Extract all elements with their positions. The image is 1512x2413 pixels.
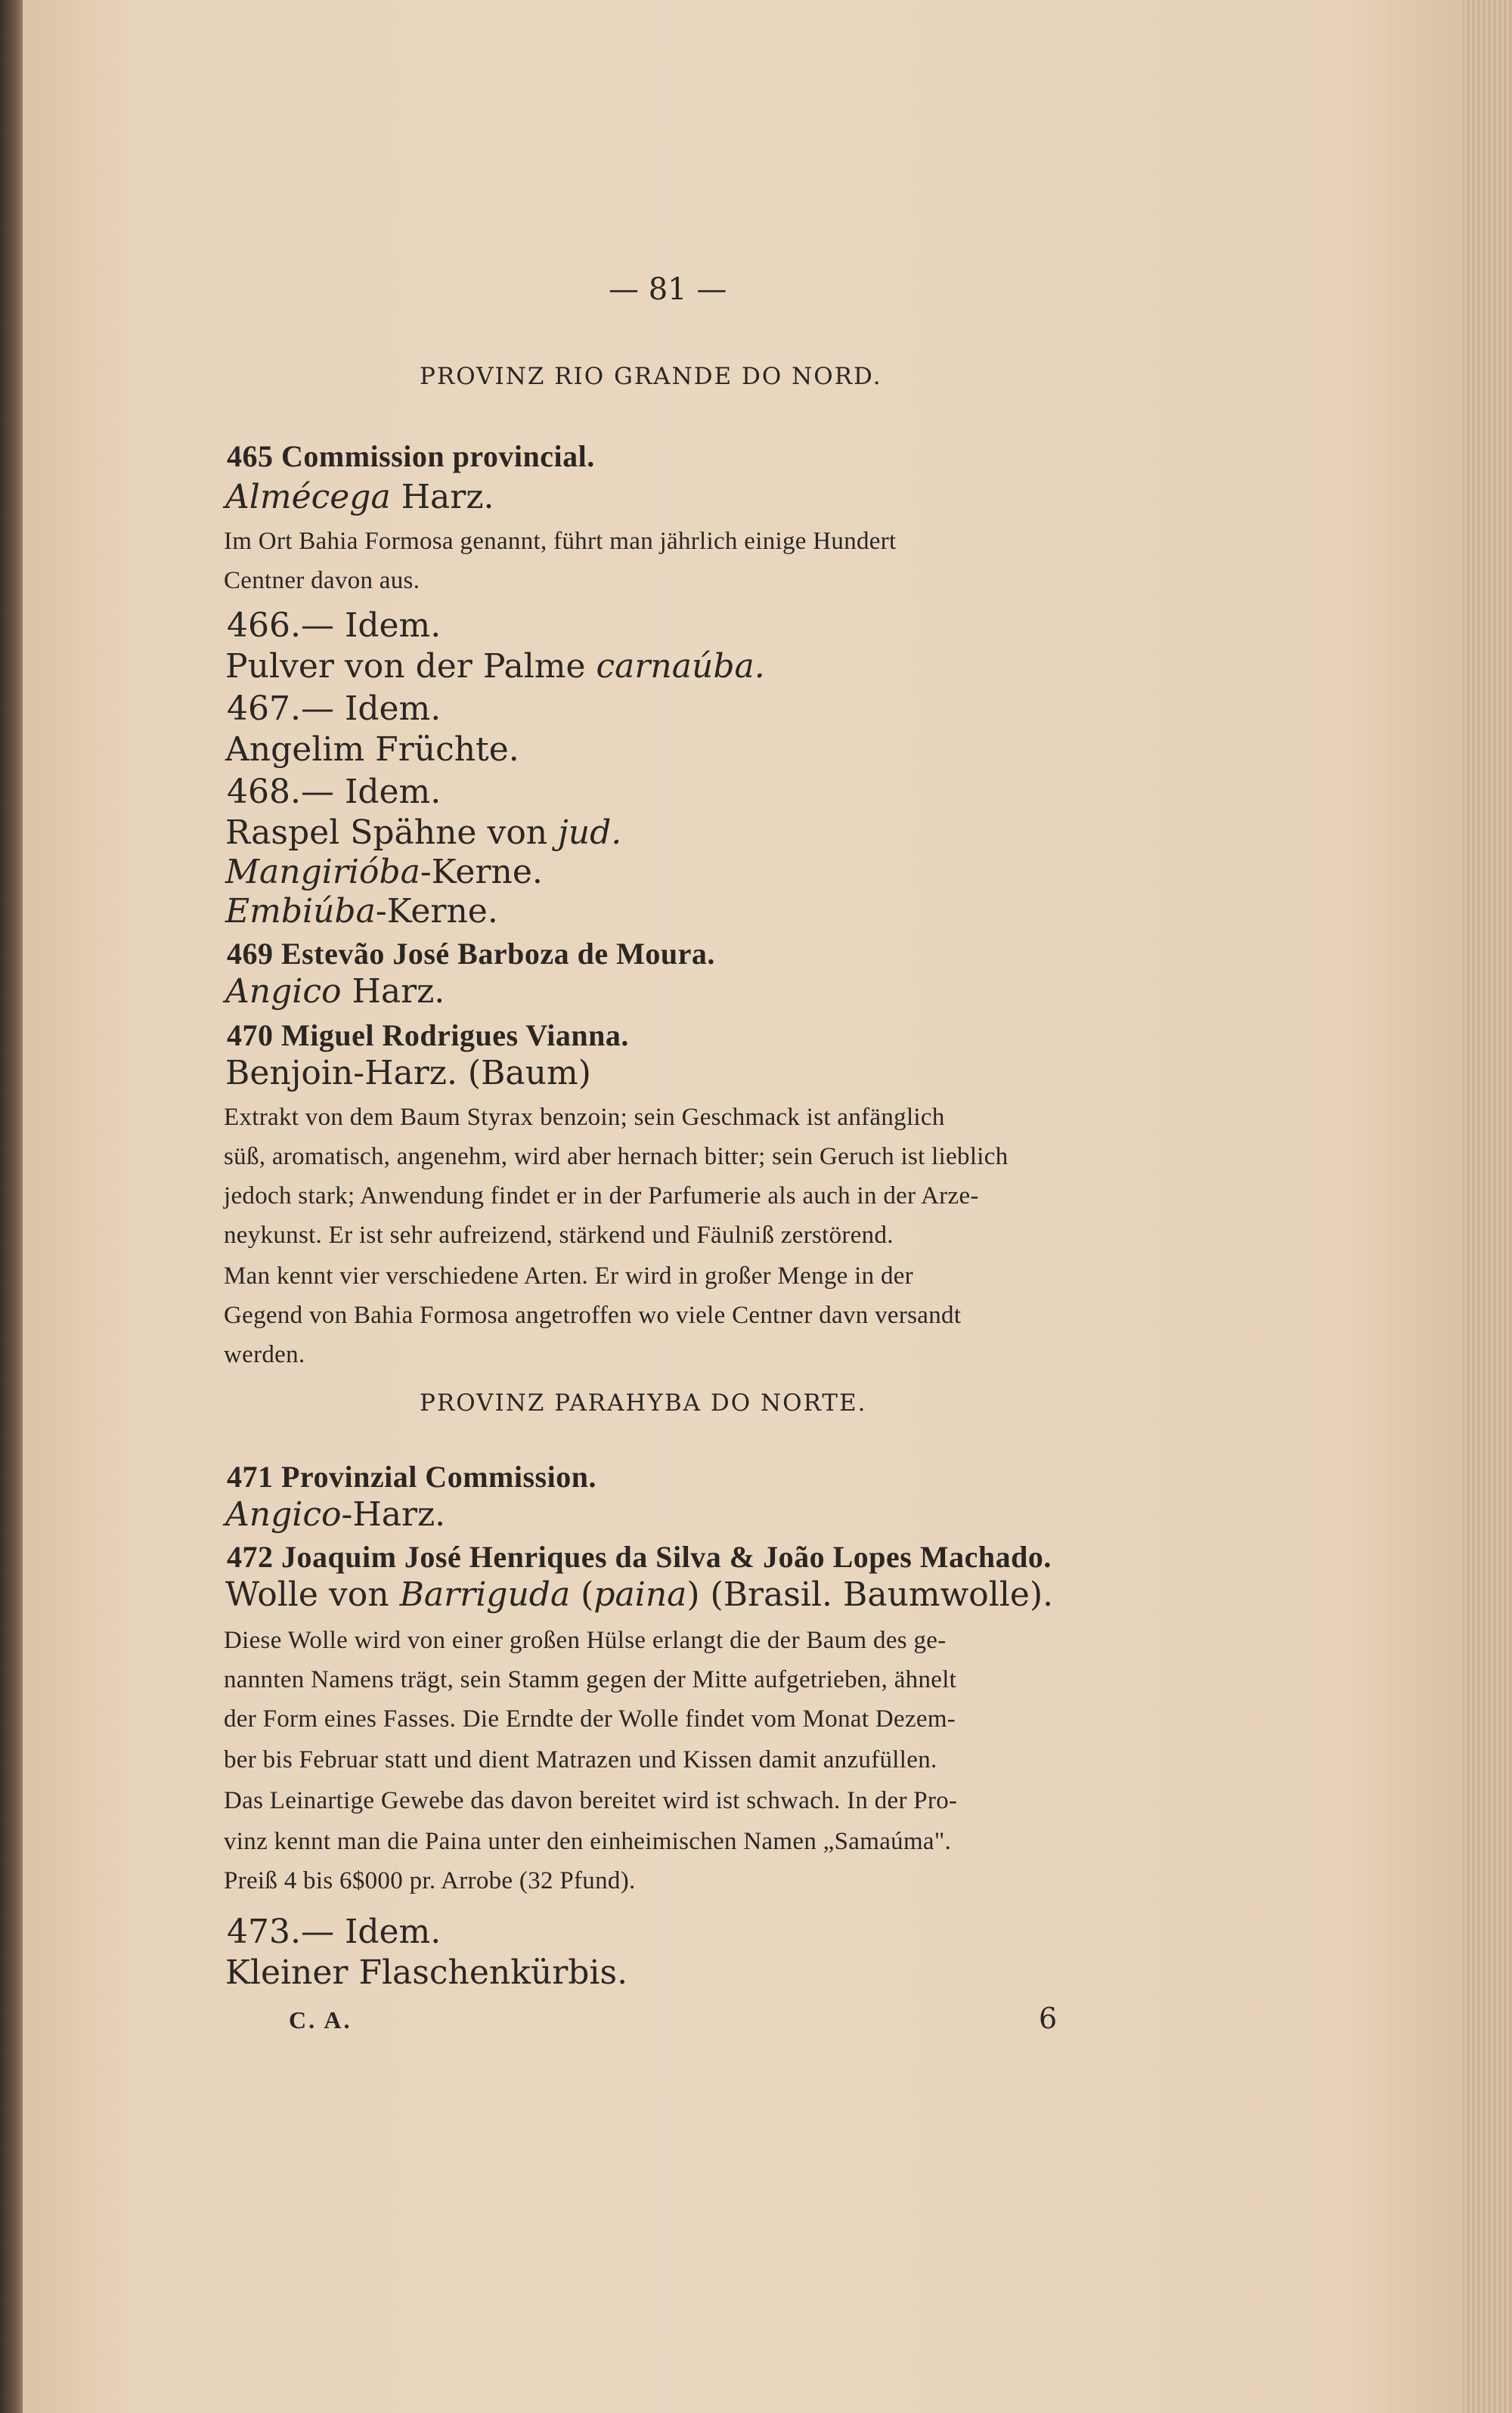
- entry-472-desc-line: Preiß 4 bis 6$000 pr. Arrobe (32 Pfund).: [224, 1867, 636, 1894]
- entry-472-item-d: paina: [593, 1575, 687, 1614]
- entry-468-item-3-italic: Embiúba: [225, 892, 376, 931]
- section-heading-parahyba: PROVINZ PARAHYBA DO NORTE.: [420, 1389, 867, 1417]
- entry-470-desc-line: werden.: [224, 1341, 305, 1368]
- entry-472-item-b: Barriguda: [399, 1575, 571, 1614]
- entry-470-item: Benjoin-Harz. (Baum): [225, 1054, 591, 1092]
- entry-472-desc-line: nannten Namens trägt, sein Stamm gegen der Mitte aufgetrieben, ähnelt: [224, 1666, 957, 1693]
- entry-465-item-name: Almécega: [225, 478, 391, 516]
- entry-469-item-name: Angico: [225, 972, 342, 1011]
- entry-472-item: [225, 1575, 1053, 1614]
- entry-468-item-2: [225, 853, 543, 891]
- entry-472-desc-line: vinz kennt man die Paina unter den einheimischen Namen „Samaúma".: [224, 1828, 952, 1855]
- entry-466-item-text: Pulver von der Palme: [225, 647, 596, 686]
- entry-466-item: [225, 647, 765, 686]
- page-number: — 81 —: [609, 272, 727, 307]
- entry-470-desc-line: jedoch stark; Anwendung findet er in der Parfumerie als auch in der Arze-: [224, 1182, 979, 1210]
- entry-468-item-3-rest: -Kerne.: [375, 892, 498, 931]
- entry-472-title: 472 Joaquim José Henriques da Silva & João Lopes Machado.: [227, 1540, 1052, 1574]
- book-gutter-shadow: [0, 0, 26, 2413]
- entry-465-desc-line: Im Ort Bahia Formosa genannt, führt man jährlich einige Hundert: [224, 528, 897, 555]
- entry-472-desc-line: der Form eines Fasses. Die Erndte der Wolle findet vom Monat Dezem-: [224, 1705, 956, 1733]
- entry-466-number: 466.— Idem.: [227, 606, 442, 645]
- signature-mark: C. A.: [289, 2006, 352, 2034]
- entry-472-desc-line: Das Leinartige Gewebe das davon bereitet wird ist schwach. In der Pro-: [224, 1787, 958, 1814]
- entry-471-item-name: Angico: [225, 1495, 342, 1534]
- entry-466-item-italic: carnaúba.: [596, 647, 765, 686]
- entry-470-title: 470 Miguel Rodrigues Vianna.: [227, 1018, 629, 1052]
- entry-468-item-2-italic: Mangirióba: [225, 853, 420, 891]
- entry-470-desc-line: Man kennt vier verschiedene Arten. Er wird in großer Menge in der: [224, 1262, 914, 1290]
- entry-465-item: [225, 478, 494, 516]
- entry-470-desc-line: Extrakt von dem Baum Styrax benzoin; sein Geschmack ist anfänglich: [224, 1104, 945, 1131]
- entry-468-number: 468.— Idem.: [227, 773, 442, 811]
- entry-468-item-2-rest: -Kerne.: [420, 853, 543, 891]
- entry-471-item: [225, 1495, 445, 1534]
- entry-465-desc-line: Centner davon aus.: [224, 567, 420, 594]
- entry-472-desc-line: ber bis Februar statt und dient Matrazen und Kissen damit anzufüllen.: [224, 1746, 937, 1773]
- entry-468-item-1: [225, 813, 621, 852]
- entry-468-item-3: [225, 892, 498, 931]
- entry-471-title: 471 Provinzial Commission.: [227, 1460, 596, 1494]
- entry-469-item: [225, 972, 445, 1011]
- entry-465-item-rest: Harz.: [390, 478, 494, 516]
- entry-472-desc-line: Diese Wolle wird von einer großen Hülse erlangt die der Baum des ge-: [224, 1627, 947, 1654]
- entry-471-item-rest: -Harz.: [341, 1495, 446, 1534]
- entry-467-item: Angelim Früchte.: [225, 730, 519, 769]
- entry-465-title: 465 Commission provincial.: [227, 439, 595, 473]
- entry-470-desc-line: neykunst. Er ist sehr aufreizend, stärkend und Fäulniß zerstörend.: [224, 1222, 894, 1249]
- sheet-number: 6: [1039, 2002, 1058, 2035]
- page-edges: [1463, 0, 1512, 2413]
- entry-467-number: 467.— Idem.: [227, 689, 442, 728]
- entry-473-item: Kleiner Flaschenkürbis.: [225, 1953, 628, 1992]
- entry-472-item-c: (: [570, 1575, 594, 1614]
- entry-472-item-a: Wolle von: [225, 1575, 400, 1614]
- entry-468-item-1-italic: jud.: [558, 813, 622, 852]
- entry-470-desc-line: Gegend von Bahia Formosa angetroffen wo viele Centner davn versandt: [224, 1302, 962, 1329]
- entry-472-item-e: ) (Brasil. Baumwolle).: [686, 1575, 1054, 1614]
- entry-469-title: 469 Estevão José Barboza de Moura.: [227, 937, 715, 971]
- entry-473-number: 473.— Idem.: [227, 1913, 442, 1951]
- entry-468-item-1-text: Raspel Spähne von: [225, 813, 559, 852]
- entry-470-desc-line: süß, aromatisch, angenehm, wird aber hernach bitter; sein Geruch ist lieblich: [224, 1143, 1009, 1170]
- entry-469-item-rest: Harz.: [341, 972, 445, 1011]
- section-heading-rio-grande: PROVINZ RIO GRANDE DO NORD.: [420, 363, 882, 390]
